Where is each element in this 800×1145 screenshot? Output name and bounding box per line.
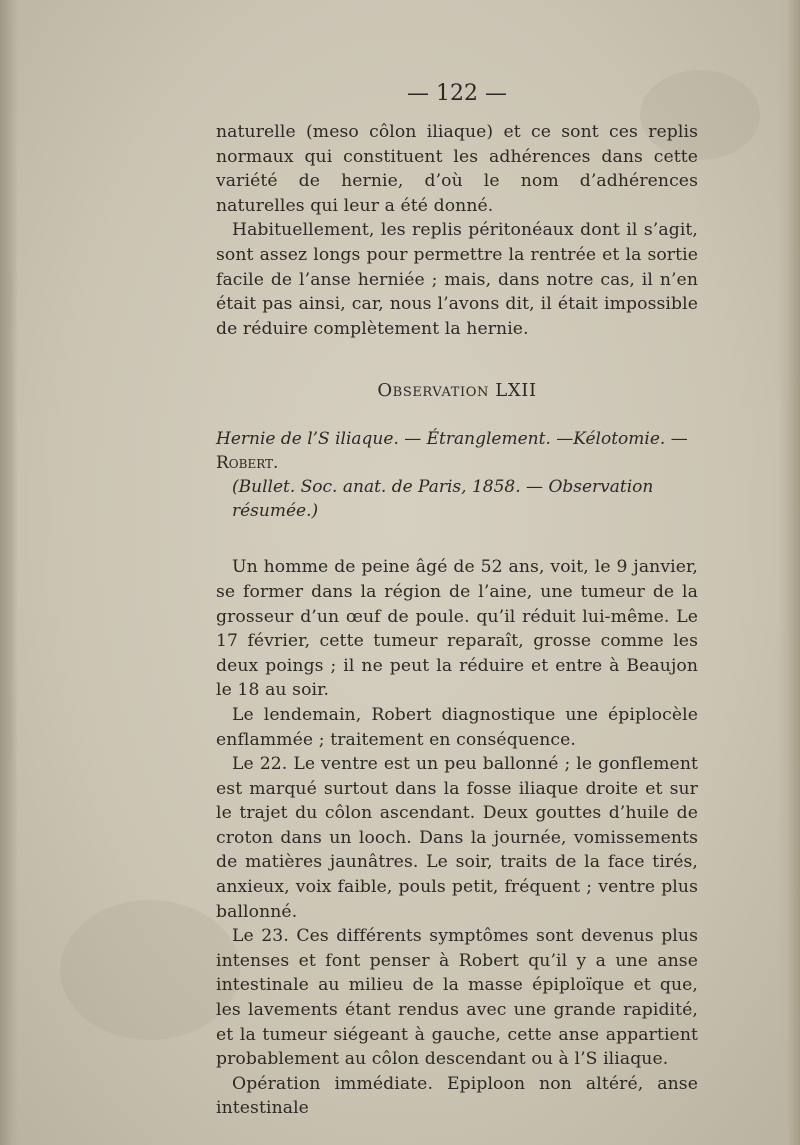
paragraph-le-22: Le 22. Le ventre est un peu ballonné ; le gonflement est marqué surtout dans la fosse iliaque droite et sur le trajet du côlon ascendant. Deux gouttes d’huile de croton dans un looch. Dans la journée, vomissements de matières jaunâtres. Le soir, traits de la face tirés, anxieux, voix faible, pouls petit, fréquent ; ventre plus ballonné. [216, 754, 698, 922]
observation-subtitle [216, 427, 698, 523]
paragraph-le-23: Le 23. Ces différents symptômes sont devenus plus intenses et font penser à Robert qu’il y a une anse intestinale au milieu de la masse épiploïque et que, les lavements étant rendus avec une grande rapidité, et la tumeur siégeant à gauche, cette anse appartient probablement au côlon descendant ou à l’S iliaque. [216, 926, 698, 1070]
observation-word: Observation [377, 380, 489, 402]
paragraph-habituellement: Habituellement, les replis péritonéaux dont il s’agit, sont assez longs pour permettre la rentrée et la sortie facile de l’anse herniée ; mais, dans notre cas, il n’en était pas ainsi, car, nous l’avons dit, il était impossible de réduire complètement la hernie. [216, 220, 698, 339]
observation-number: LXII [495, 380, 537, 402]
text-block [216, 80, 698, 1121]
page-right-edge-shadow [778, 0, 800, 1145]
page-left-edge-shadow [0, 0, 18, 1145]
observation-title [216, 379, 698, 403]
paper-stain [60, 900, 240, 1040]
paragraph-continuation: naturelle (meso côlon iliaque) et ce sont ces replis normaux qui constituent les adhérences dans cette variété de hernie, d’où le nom d’adhérences naturelles qui leur a été donné. [216, 122, 698, 216]
observation-subtitle-line1: Hernie de l’S iliaque. — Étranglement. —Kélotomie. — [216, 429, 688, 450]
paragraph-lendemain: Le lendemain, Robert diagnostique une épiplocèle enflammée ; traitement en conséquence. [216, 704, 698, 750]
observation-subtitle-line2: (Bullet. Soc. anat. de Paris, 1858. — Observation résumée.) [232, 477, 654, 522]
observation-author: Robert. [216, 453, 279, 474]
page-number: — 122 — [407, 81, 507, 106]
paragraph-operation: Opération immédiate. Epiploon non altéré, anse intestinale [216, 1073, 698, 1119]
paragraph-case-intro: Un homme de peine âgé de 52 ans, voit, le 9 janvier, se former dans la région de l’aine, une tumeur de la grosseur d’un œuf de poule. qu’il réduit lui-même. Le 17 février, cette tumeur reparaît, grosse comme les deux poings ; il ne peut la réduire et entre à Beaujon le 18 au soir. [216, 557, 698, 701]
